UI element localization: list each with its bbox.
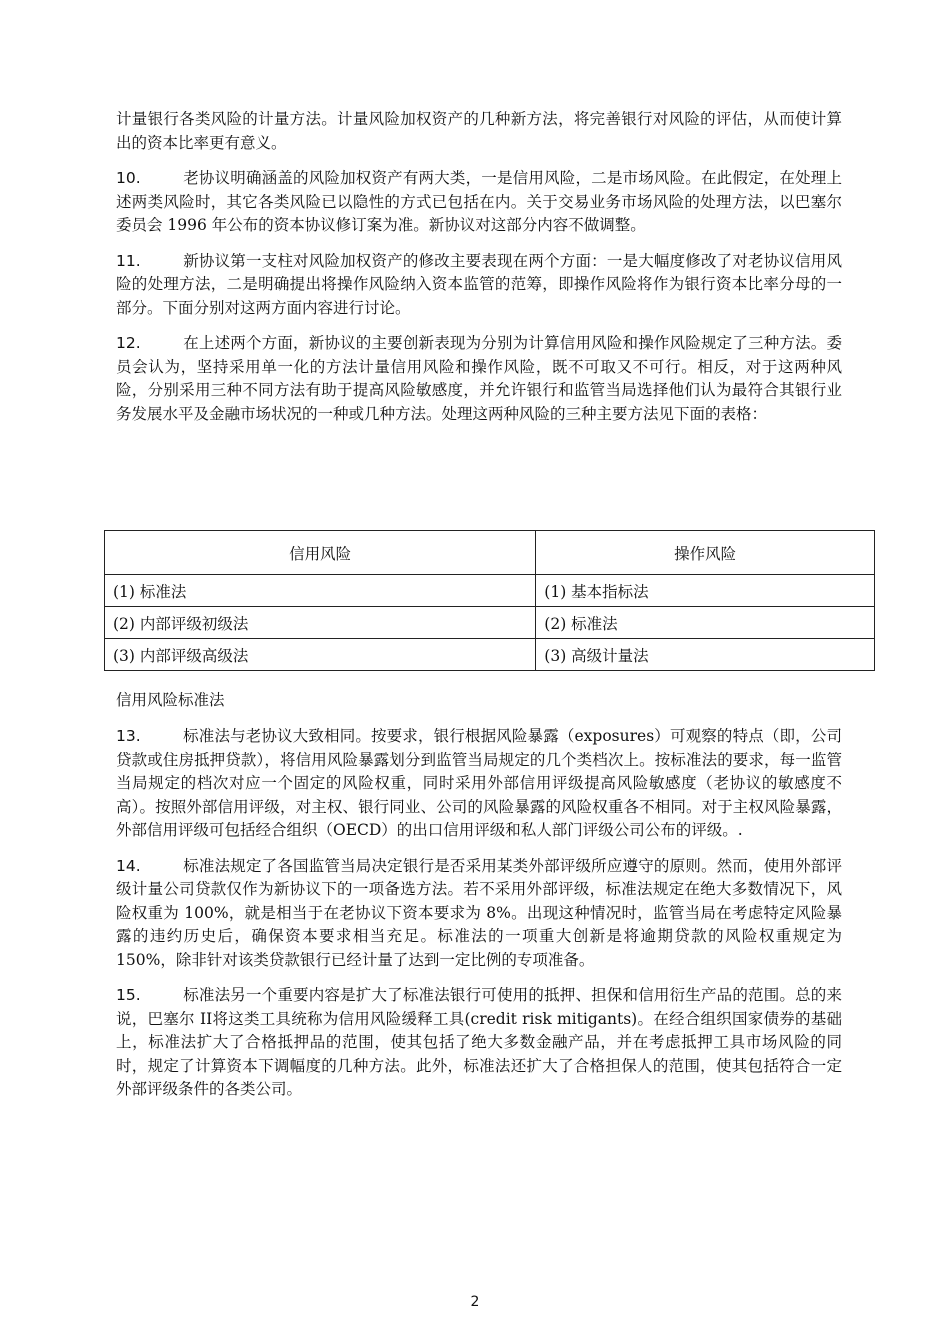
top-text-block xyxy=(116,108,842,438)
table-row xyxy=(105,607,875,639)
column-header-operational-risk: 操作风险 xyxy=(536,531,875,575)
bottom-text-block xyxy=(116,725,842,1114)
paragraph-text: 在上述两个方面，新协议的主要创新表现为分别为计算信用风险和操作风险规定了三种方法。委员会认为，坚持采用单一化的方法计量信用风险和操作风险，既不可取又不可行。相反，对于这两种风险，分别采用三种不同方法有助于提高风险敏感度，并允许银行和监管当局选择他们认为最符合其银行业务发展水平及金融市场状况的一种或几种方法。处理这两种风险的三种主要方法见下面的表格： xyxy=(116,334,842,423)
paragraph-number: 10. xyxy=(116,169,141,187)
table-cell: (1) 标准法 xyxy=(105,575,536,607)
section-heading: 信用风险标准法 xyxy=(116,691,225,709)
paragraph-11 xyxy=(116,250,842,321)
page-number: 2 xyxy=(470,1294,480,1310)
paragraph-13 xyxy=(116,725,842,843)
table-cell: (2) 标准法 xyxy=(536,607,875,639)
paragraph-text: 计量银行各类风险的计量方法。计量风险加权资产的几种新方法，将完善银行对风险的评估，从而使计算出的资本比率更有意义。 xyxy=(116,110,842,152)
table-cell: (3) 内部评级高级法 xyxy=(105,639,536,671)
paragraph-12 xyxy=(116,332,842,426)
paragraph-number: 11. xyxy=(116,251,141,270)
paragraph-text: 新协议第一支柱对风险加权资产的修改主要表现在两个方面：一是大幅度修改了对老协议信用风险的处理方法，二是明确提出将操作风险纳入资本监管的范筹，即操作风险将作为银行资本比率分母的一部分。下面分别对这两方面内容进行讨论。 xyxy=(116,251,842,317)
table-header-row xyxy=(105,531,875,575)
paragraph-text: 标准法与老协议大致相同。按要求，银行根据风险暴露（exposures）可观察的特点（即，公司贷款或住房抵押贷款），将信用风险暴露划分到监管当局规定的几个类档次上。按标准法的要求，每一监管当局规定的档次对应一个固定的风险权重，同时采用外部信用评级提高风险敏感度（老协议的敏感度不高）。按照外部信用评级，对主权、银行同业、公司的风险暴露的风险权重各不相同。对于主权风险暴露，外部信用评级可包括经合组织（OECD）的出口信用评级和私人部门评级公司公布的评级。. xyxy=(116,727,842,839)
paragraph-10 xyxy=(116,167,842,238)
paragraph-number: 12. xyxy=(116,334,141,352)
table-cell: (2) 内部评级初级法 xyxy=(105,607,536,639)
paragraph-intro xyxy=(116,108,842,155)
paragraph-text: 标准法另一个重要内容是扩大了标准法银行可使用的抵押、担保和信用衍生产品的范围。总的来说，巴塞尔 II将这类工具统称为信用风险缓释工具(credit risk mitigants)。在经合组织国家债券的基础上，标准法扩大了合格抵押品的范围，使其包括了绝大多数金融产品，并在考虑抵押工具市场风险的同时，规定了计算资本下调幅度的几种方法。此外，标准法还扩大了合格担保人的范围，使其包括符合一定外部评级条件的各类公司。 xyxy=(116,986,842,1098)
paragraph-text: 标准法规定了各国监管当局决定银行是否采用某类外部评级所应遵守的原则。然而，使用外部评级计量公司贷款仅作为新协议下的一项备选方法。若不采用外部评级，标准法规定在绝大多数情况下，风险权重为 100%，就是相当于在老协议下资本要求为 8%。出现这种情况时，监管当局在考虑特定风险暴露的违约历史后，确保资本要求相当充足。标准法的一项重大创新是将逾期贷款的风险权重规定为 150%，除非针对该类贷款银行已经计量了达到一定比例的专项准备。 xyxy=(116,856,842,969)
paragraph-number: 13. xyxy=(116,727,141,745)
table-row xyxy=(105,639,875,671)
table-cell: (3) 高级计量法 xyxy=(536,639,875,671)
paragraph-15 xyxy=(116,984,842,1102)
table-row xyxy=(105,575,875,607)
paragraph-14 xyxy=(116,855,842,973)
table-cell: (1) 基本指标法 xyxy=(536,575,875,607)
paragraph-number: 14. xyxy=(116,856,141,875)
risk-methods-table xyxy=(104,530,875,671)
column-header-credit-risk: 信用风险 xyxy=(105,531,536,575)
paragraph-number: 15. xyxy=(116,986,141,1004)
paragraph-text: 老协议明确涵盖的风险加权资产有两大类，一是信用风险，二是市场风险。在此假定，在处理上述两类风险时，其它各类风险已以隐性的方式已包括在内。关于交易业务市场风险的处理方法，以巴塞尔委员会 1996 年公布的资本协议修订案为准。新协议对这部分内容不做调整。 xyxy=(116,169,842,234)
